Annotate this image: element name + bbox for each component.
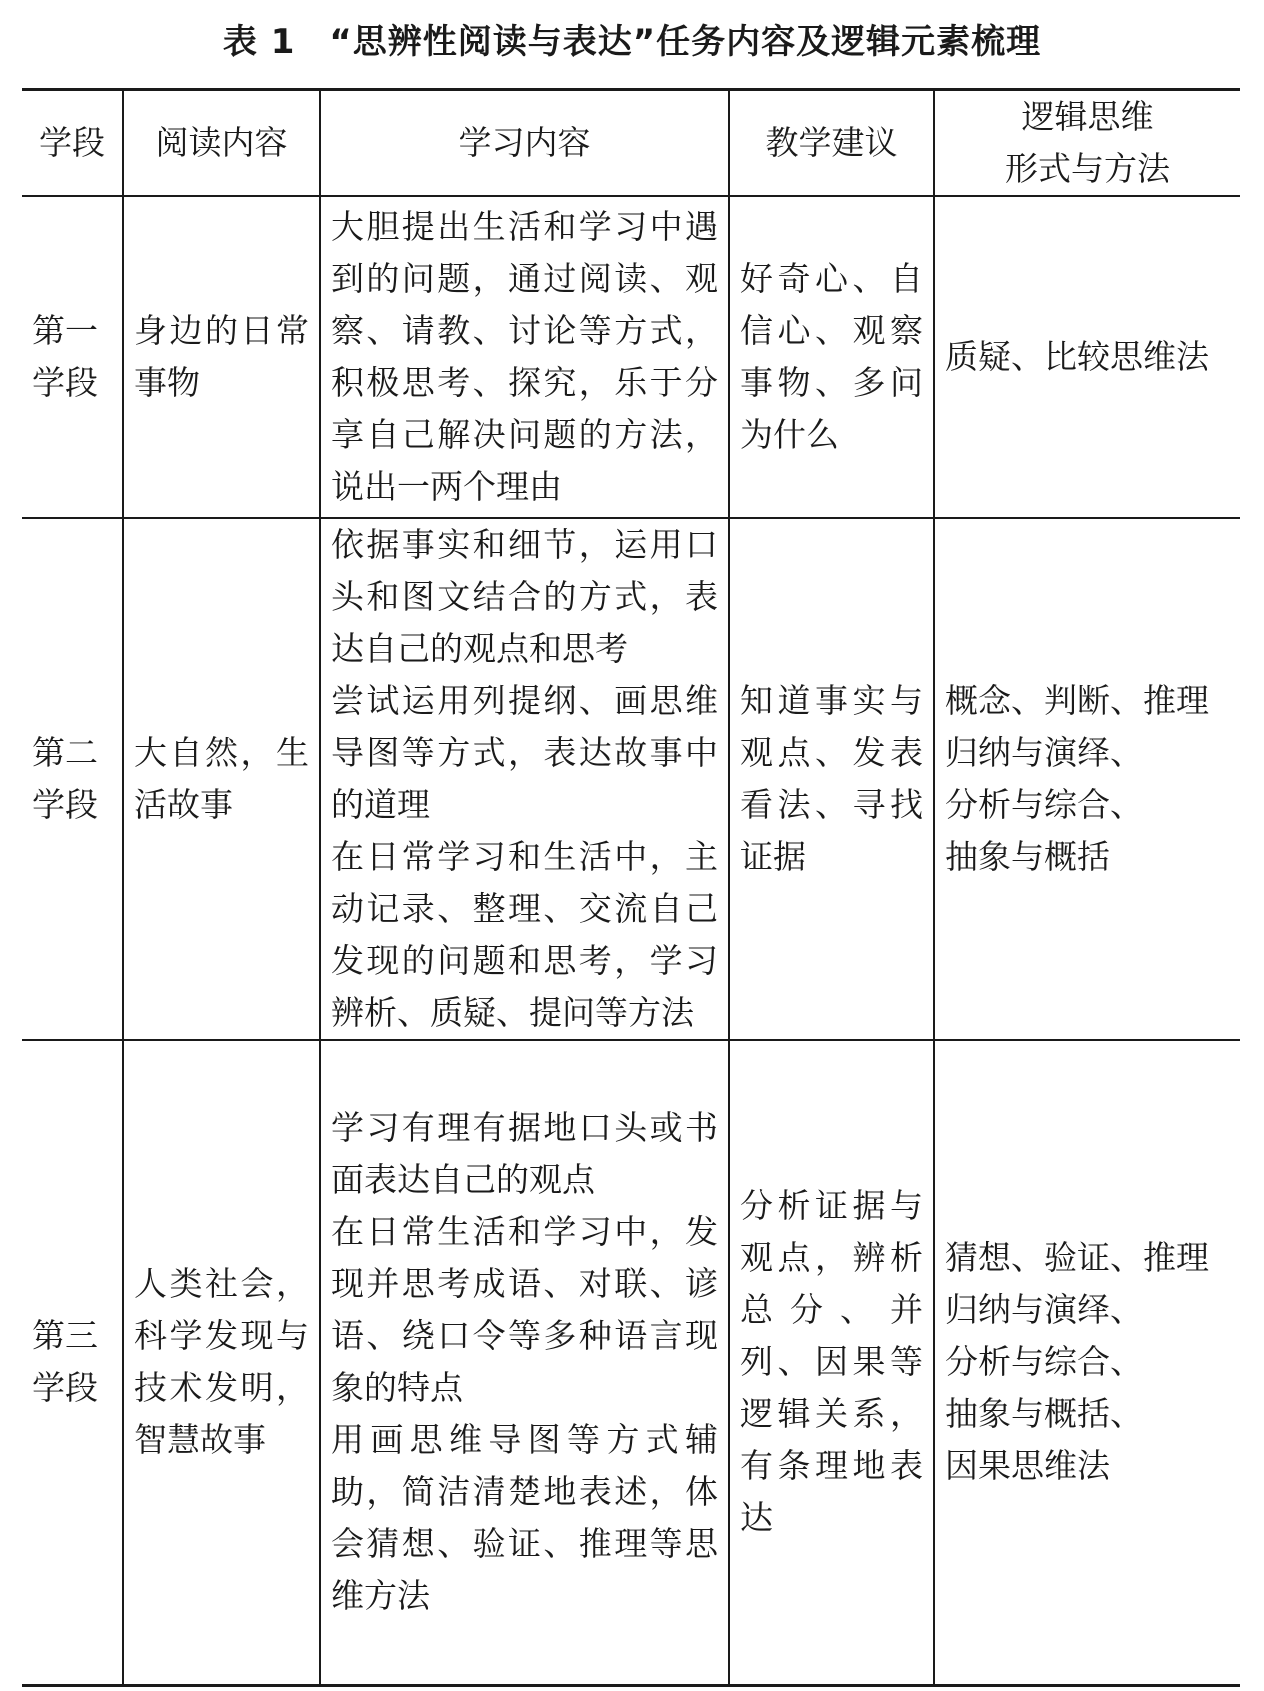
stage-line: 第三 — [32, 1316, 98, 1356]
logic-item: 归纳与演绎、 — [945, 1290, 1143, 1330]
header-learning: 学习内容 — [320, 90, 729, 197]
learning-item: 学习有理有据地口头或书面表达自己的观点 — [331, 1108, 718, 1200]
logic-item: 质疑、比较思维法 — [945, 337, 1209, 376]
stage-cell — [22, 518, 123, 1040]
reading-cell: 大自然，生活故事 — [123, 518, 320, 1040]
header-row — [22, 90, 1240, 197]
table-row — [22, 1040, 1240, 1685]
teaching-cell: 好奇心、自信心、观察事物、多问为什么 — [729, 196, 934, 518]
learning-item: 在日常生活和学习中，发现并思考成语、对联、谚语、绕口令等多种语言现象的特点 — [331, 1212, 718, 1408]
header-reading: 阅读内容 — [123, 90, 320, 197]
table-title: “思辨性阅读与表达”任务内容及逻辑元素梳理 — [329, 22, 1042, 62]
stage-cell — [22, 196, 123, 518]
header-logic — [934, 90, 1240, 197]
learning-item: 在日常学习和生活中，主动记录、整理、交流自己发现的问题和思考，学习辨析、质疑、提问等方法 — [331, 837, 718, 1032]
stage-line: 第二 — [32, 733, 98, 772]
logic-item: 抽象与概括 — [945, 837, 1110, 876]
table-number: 表 1 — [222, 22, 296, 62]
table-row — [22, 196, 1240, 518]
header-logic-line2: 形式与方法 — [1005, 149, 1170, 188]
stage-line: 学段 — [32, 785, 98, 824]
learning-item: 依据事实和细节，运用口头和图文结合的方式，表达自己的观点和思考 — [331, 525, 718, 668]
header-teaching: 教学建议 — [729, 90, 934, 197]
logic-cell — [934, 1040, 1240, 1685]
header-logic-line1: 逻辑思维 — [1021, 97, 1154, 136]
logic-cell — [934, 518, 1240, 1040]
learning-item: 尝试运用列提纲、画思维导图等方式，表达故事中的道理 — [331, 681, 718, 824]
reading-cell: 身边的日常事物 — [123, 196, 320, 518]
logic-item: 猜想、验证、推理 — [945, 1238, 1209, 1278]
table-caption — [0, 14, 1264, 63]
stage-line: 学段 — [32, 1368, 98, 1408]
learning-item: 用画思维导图等方式辅助，简洁清楚地表述，体会猜想、验证、推理等思维方法 — [331, 1420, 718, 1616]
reading-cell: 人类社会，科学发现与技术发明，智慧故事 — [123, 1040, 320, 1685]
teaching-cell: 分析证据与观点，辨析总分、并列、因果等逻辑关系，有条理地表达 — [729, 1040, 934, 1685]
logic-elements-table — [22, 88, 1240, 1687]
learning-cell — [320, 196, 729, 518]
learning-item: 大胆提出生活和学习中遇到的问题，通过阅读、观察、请教、讨论等方式，积极思考、探究，乐于分享自己解决问题的方法，说出一两个理由 — [331, 207, 718, 506]
stage-line: 第一 — [32, 311, 98, 350]
logic-item: 分析与综合、 — [945, 785, 1143, 824]
table-row — [22, 518, 1240, 1040]
logic-item: 归纳与演绎、 — [945, 733, 1143, 772]
logic-item: 分析与综合、 — [945, 1342, 1143, 1382]
logic-cell — [934, 196, 1240, 518]
header-stage: 学段 — [22, 90, 123, 197]
stage-line: 学段 — [32, 363, 98, 402]
teaching-cell: 知道事实与观点、发表看法、寻找证据 — [729, 518, 934, 1040]
learning-cell — [320, 1040, 729, 1685]
logic-item: 因果思维法 — [945, 1446, 1110, 1486]
learning-cell — [320, 518, 729, 1040]
logic-item: 概念、判断、推理 — [945, 681, 1209, 720]
stage-cell — [22, 1040, 123, 1685]
logic-item: 抽象与概括、 — [945, 1394, 1143, 1434]
